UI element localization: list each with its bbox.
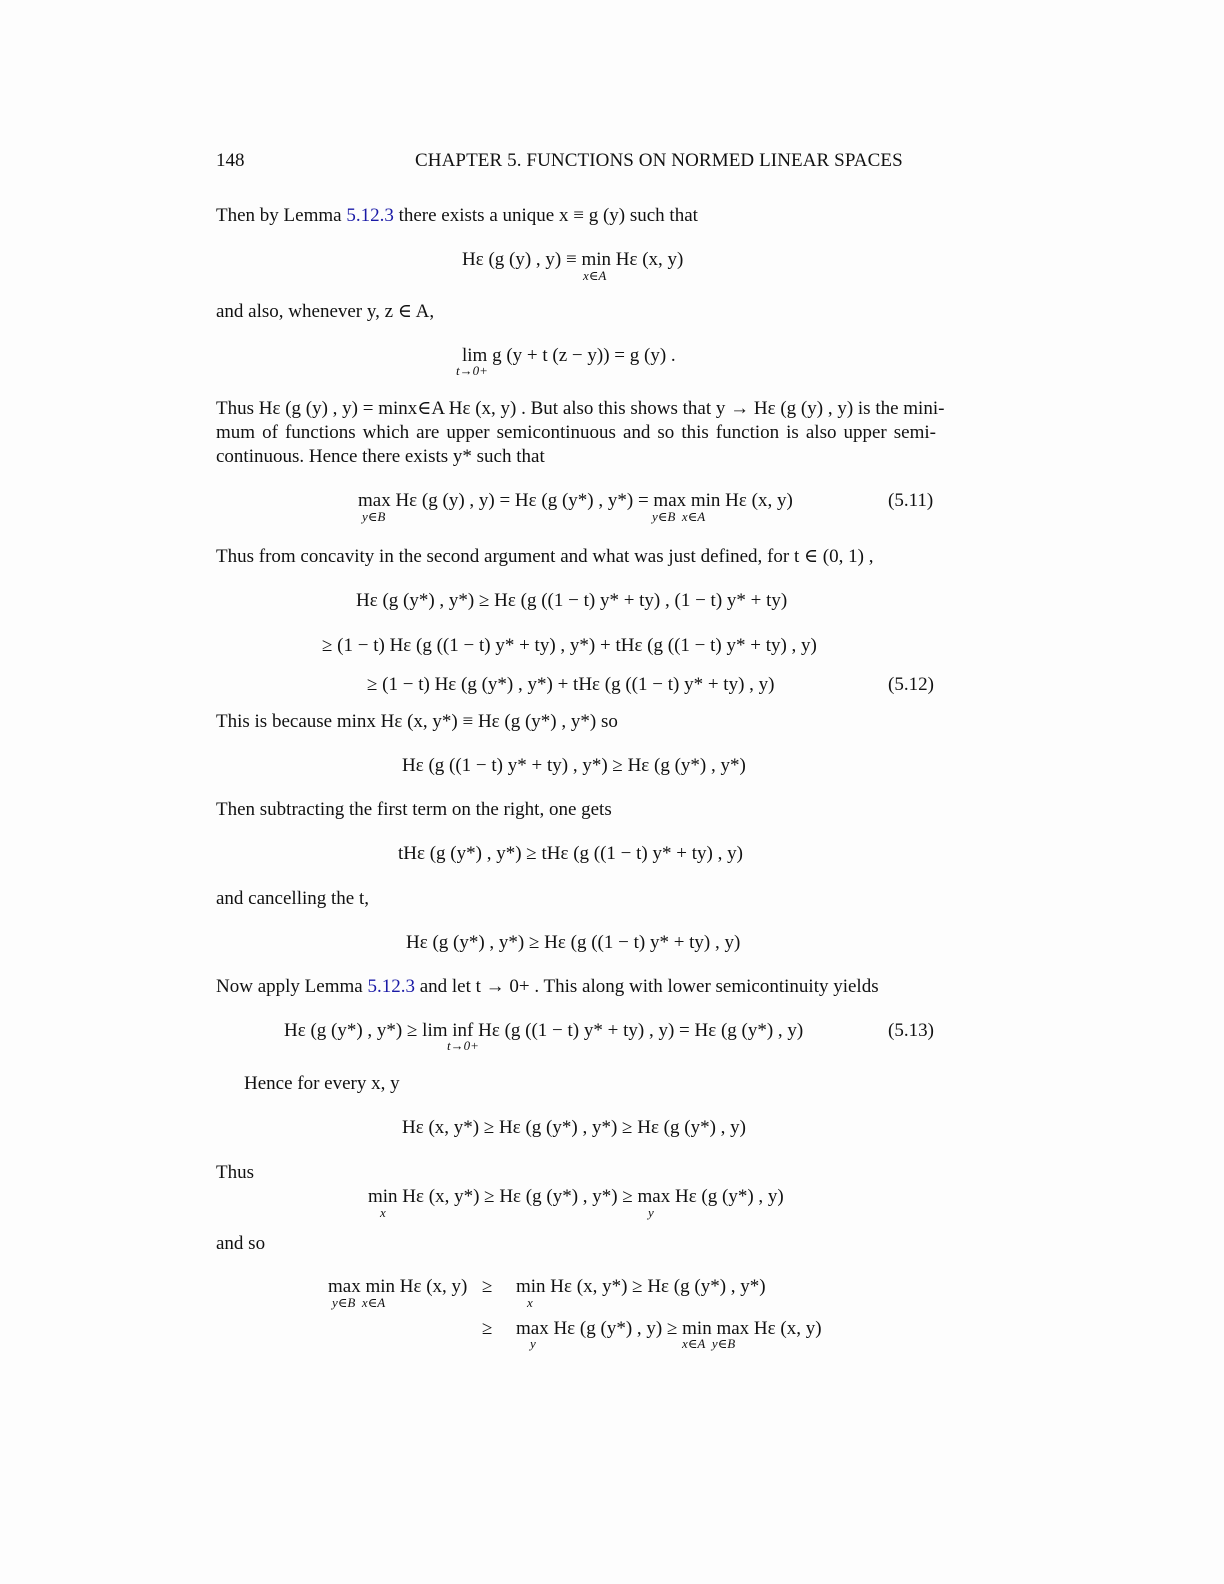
lemma-link-1[interactable]: 5.12.3	[346, 205, 394, 226]
equation-5-11-sub-2: y∈B x∈A	[652, 509, 706, 524]
paragraph-1-post: there exists a unique x ≡ g (y) such that	[393, 205, 698, 226]
equation-10-sub-2: y	[648, 1205, 654, 1220]
equation-11-right-2-sub-1: y	[530, 1336, 536, 1351]
paragraph-1-pre: Then by Lemma	[216, 205, 347, 226]
equation-5-13-subscript: t→0+	[447, 1038, 479, 1053]
running-header: CHAPTER 5. FUNCTIONS ON NORMED LINEAR SPACES	[415, 150, 903, 171]
equation-2-subscript: t→0+	[456, 363, 488, 378]
equation-5-13: Hε (g (y*) , y*) ≥ lim inf Hε (g ((1 − t) y* + ty) , y) = Hε (g (y*) , y)	[284, 1020, 804, 1041]
paragraph-8-post: and let t → 0+ . This along with lower semicontinuity yields	[414, 976, 879, 997]
paragraph-8-pre: Now apply Lemma	[216, 976, 368, 997]
equation-11-right-1: min Hε (x, y*) ≥ Hε (g (y*) , y*)	[516, 1276, 766, 1297]
equation-5-11-sub-1: y∈B	[362, 509, 386, 524]
equation-11-relation-1: ≥	[482, 1276, 493, 1297]
equation-11-left: max min Hε (x, y)	[328, 1276, 468, 1297]
paragraph-3-line-2: mum of functions which are upper semicontinuous and so this function is also upper semi-	[216, 422, 936, 443]
equation-6: tHε (g (y*) , y*) ≥ tHε (g ((1 − t) y* + ty) , y)	[398, 843, 743, 864]
equation-1-body: Hε (g (y) , y) ≡ min Hε (x, y)	[462, 249, 684, 270]
equation-5-12-line-3: ≥ (1 − t) Hε (g (y*) , y*) + tHε (g ((1 − t) y* + ty) , y)	[367, 674, 775, 695]
equation-2: lim g (y + t (z − y)) = g (y) .	[462, 345, 676, 366]
equation-11-right-2: max Hε (g (y*) , y) ≥ min max Hε (x, y)	[516, 1318, 822, 1339]
equation-number-5-13: (5.13)	[888, 1020, 934, 1041]
paragraph-3-line-1: Thus Hε (g (y) , y) = minx∈A Hε (x, y) . But also this shows that y → Hε (g (y) , y) is the mini-	[216, 398, 945, 419]
equation-1	[462, 249, 683, 271]
paragraph-3-line-3: continuous. Hence there exists y* such that	[216, 446, 545, 467]
equation-10: min Hε (x, y*) ≥ Hε (g (y*) , y*) ≥ max Hε (g (y*) , y)	[368, 1186, 784, 1207]
equation-5-12-line-2: ≥ (1 − t) Hε (g ((1 − t) y* + ty) , y*) + tHε (g ((1 − t) y* + ty) , y)	[322, 635, 817, 656]
equation-7: Hε (g (y*) , y*) ≥ Hε (g ((1 − t) y* + ty) , y)	[406, 932, 741, 953]
paragraph-10: Thus	[216, 1162, 254, 1183]
equation-number-5-12: (5.12)	[888, 674, 934, 695]
equation-11-relation-2: ≥	[482, 1318, 493, 1339]
equation-5-12-line-1: Hε (g (y*) , y*) ≥ Hε (g ((1 − t) y* + ty) , (1 − t) y* + ty)	[356, 590, 788, 611]
equation-11-right-1-sub: x	[527, 1295, 533, 1310]
paragraph-7: and cancelling the t,	[216, 888, 369, 909]
paragraph-1	[216, 204, 936, 228]
paragraph-9: Hence for every x, y	[244, 1073, 400, 1094]
equation-number-5-11: (5.11)	[888, 490, 934, 511]
paragraph-11: and so	[216, 1233, 266, 1254]
equation-5-11: max Hε (g (y) , y) = Hε (g (y*) , y*) = max min Hε (x, y)	[358, 490, 793, 511]
paragraph-2: and also, whenever y, z ∈ A,	[216, 301, 435, 322]
equation-11-left-sub: y∈B x∈A	[332, 1295, 386, 1310]
equation-9: Hε (x, y*) ≥ Hε (g (y*) , y*) ≥ Hε (g (y*) , y)	[402, 1117, 746, 1138]
equation-5: Hε (g ((1 − t) y* + ty) , y*) ≥ Hε (g (y*) , y*)	[402, 755, 746, 776]
page-number: 148	[216, 150, 245, 171]
equation-11-right-2-sub-2: x∈A y∈B	[682, 1336, 736, 1351]
equation-10-sub-1: x	[380, 1205, 386, 1220]
paragraph-5: This is because minx Hε (x, y*) ≡ Hε (g (y*) , y*) so	[216, 711, 618, 732]
equation-1-subscript: x∈A	[583, 268, 607, 283]
paragraph-4: Thus from concavity in the second argument and what was just defined, for t ∈ (0, 1) ,	[216, 546, 874, 567]
paragraph-8	[216, 975, 936, 999]
paragraph-6: Then subtracting the first term on the right, one gets	[216, 799, 612, 820]
lemma-link-2[interactable]: 5.12.3	[367, 976, 415, 997]
paragraph-3	[216, 397, 945, 469]
